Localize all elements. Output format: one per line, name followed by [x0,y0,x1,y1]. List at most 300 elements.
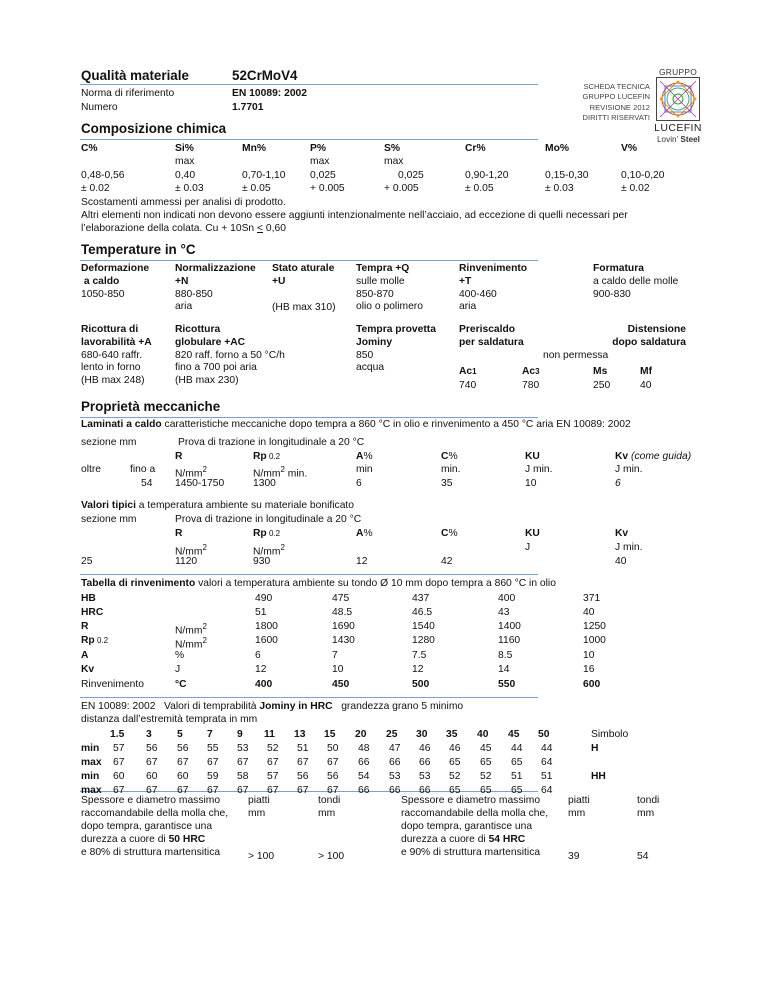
spring-l1: Spessore e diametro massimo [81,795,221,806]
piatti: piatti [248,795,270,806]
jominy-cell: 51 [511,771,523,782]
tempering-unit-text: N/mm [175,625,203,637]
jominy-line-1 [81,701,463,714]
tensile-label-2: Prova di trazione in longitudinale a 20 °C [175,514,362,525]
jominy-cell: 67 [327,785,339,796]
spring-tondi-1 [318,795,340,821]
tempering-label-text: R [81,621,89,632]
jominy-distance: 40 [477,729,489,740]
a-head-1 [356,451,373,464]
unit-a-1: min [356,464,373,475]
jominy-distance: 7 [207,729,213,740]
c: C [441,528,449,539]
jominy-cell: 64 [541,757,553,768]
jominy-cell: 67 [327,757,339,768]
divider [80,139,538,140]
tempering-cell: 46.5 [412,607,433,618]
spring-l4a: 50 HRC [168,833,206,845]
tempering-cell: 14 [498,664,510,675]
a-value-2: 12 [356,556,368,567]
jominy-quench [356,324,436,375]
jominy-distance: 50 [538,729,550,740]
tempering-cell: 43 [498,607,510,618]
tempering-unit [175,664,180,677]
tempering-cell: 450 [332,679,350,690]
tempering-cell: 500 [412,679,430,690]
rp: Rp [253,528,267,539]
c-value-2: 42 [441,556,453,567]
spring-r1: Spessore e diametro massimo [401,795,541,806]
a-pct: % [363,451,373,462]
a: A [356,451,364,462]
jominy-cell: 51 [297,743,309,754]
ms-label: Ms [593,366,608,377]
divider [80,574,538,575]
composition-l2-0: 0,48-0,56 [81,170,125,181]
temperatures-title: Temperature in °C [81,242,196,257]
jominy-cell: 50 [327,743,339,754]
spring-r2: raccomandabile della molla che, [401,807,549,819]
fino-value: 54 [141,478,153,489]
tempering-cell: 1280 [412,635,435,646]
sq: 2 [202,543,207,552]
tempra-3: 850-870 [356,288,394,300]
oltre: oltre [81,464,102,475]
jominy-distance: 1.5 [110,729,125,740]
mm: mm [637,807,655,819]
tempering-cell: 10 [332,664,344,675]
jominy-cell: 67 [146,757,158,768]
jom-3: 850 [356,349,374,361]
note3-text: l’elaborazione della colata. Cu + 10Sn [81,223,258,234]
rp-head-1 [253,451,280,464]
composition-l2-4: 0,025 [398,170,424,181]
logo-sub-a: Lovin [657,135,677,144]
a-value-1: 6 [356,478,362,489]
kv-head-2: Kv [615,528,629,539]
composition-l2-2: 0,70-1,10 [242,170,286,181]
mf-label: Mf [640,366,653,377]
norm-value: EN 10089: 2002 [232,88,307,99]
composition-el-2: Mn% [242,143,267,154]
jominy-cell: 67 [207,757,219,768]
divider [80,260,538,261]
tempering-row-label [81,635,108,648]
logo-text-3: REVISIONE 2012 [589,102,650,112]
tempering-label-text: Rinvenimento [81,679,144,690]
sq: 2 [280,465,285,474]
hot-rolled-bold: Laminati a caldo [81,419,162,430]
tempering-cell: 1250 [583,621,606,632]
tempering-cell: 12 [255,664,267,675]
logo-text-1: SCHEDA TECNICA [583,82,650,91]
spring-r5: e 90% di struttura martensitica [401,846,541,858]
unit-c-1: min. [441,464,461,475]
ku-head-1: KU [525,451,540,462]
jominy-distance: 25 [386,729,398,740]
kv: Kv [615,451,629,462]
section-label-1: sezione mm [81,437,137,448]
jominy-cell: 64 [541,785,553,796]
ric-1: Ricottura di [81,324,139,335]
jominy-cell: 67 [267,785,279,796]
composition-l1-3: max [310,156,330,167]
jominy-cell: 65 [449,785,461,796]
divider [80,697,538,698]
spring-l3: dopo tempra, garantisce una [81,820,213,832]
composition-note-1: Scostamenti ammessi per analisi di prodotto. [81,197,286,208]
sq: 2 [202,636,207,645]
composition-l3-4: + 0.005 [384,183,419,194]
tempering-table-bold: Tabella di rinvenimento [81,578,196,589]
spring-value-1: > 100 [248,851,275,862]
hot-rolled-line [81,419,631,432]
jominy-cell: 53 [237,743,249,754]
jominy-cell: 48 [358,743,370,754]
ric-2: lavorabilità +A [81,336,152,348]
rp-value-2: 930 [253,556,271,567]
deformation [81,263,149,301]
tempering-cell: 400 [255,679,273,690]
nmm: N/mm [175,546,203,558]
normalization [175,263,256,314]
rinv-4: aria [459,301,477,313]
unit-kv-1: J min. [615,464,643,475]
tempering-row-label [81,621,88,634]
jominy-cell: 46 [419,743,431,754]
divider [80,84,538,85]
rp-sub: 0.2 [94,636,109,645]
tondi: tondi [318,795,341,806]
composition-l1-4: max [384,156,404,167]
jominy-cell: 67 [237,757,249,768]
tempering-unit-text: % [175,650,185,661]
composition-l3-0: ± 0.02 [81,183,110,194]
tensile-label-1: Prova di trazione in longitudinale a 20 °C [178,437,365,448]
jominy-cell: 66 [358,785,370,796]
stato-2: +U [272,275,286,287]
a-pct: % [363,528,373,539]
jominy-row-label: max [81,757,102,768]
jominy-distance: 11 [264,729,275,740]
rinv-1: Rinvenimento [459,263,528,274]
unit-ku-1: J min. [525,464,553,475]
ricg-2: globulare +AC [175,336,246,348]
tempering-cell: 437 [412,593,430,604]
stress-relief [595,324,686,350]
jominy-distance: 15 [324,729,336,740]
quality-label: Qualità materiale [81,68,189,83]
tempering-label-text: Kv [81,664,95,675]
jominy-symbol: HH [591,771,606,782]
jominy-cell: 56 [146,743,158,754]
composition-l2-7: 0,10-0,20 [621,170,665,181]
jominy-cell: 67 [113,785,125,796]
norm-2: +N [175,275,189,287]
tempering-unit-text: °C [175,679,187,690]
logo-text [572,82,650,123]
c: C [441,451,449,462]
logo-brand-bottom: LUCEFIN [654,122,702,134]
spring-l5: e 80% di struttura martensitica [81,846,221,858]
ac1-value: 740 [459,380,477,391]
tempering-cell: 1690 [332,621,355,632]
jominy-cell: 56 [177,743,189,754]
spring-piatti-1 [248,795,270,821]
jominy-cell: 60 [113,771,125,782]
ricg-4: fino a 700 poi aria [175,362,257,374]
tempering-cell: 490 [255,593,273,604]
tempra-4: olio o polimero [356,301,423,313]
tempering-row-label [81,607,103,620]
tempering-cell: 40 [583,607,595,618]
jominy-t1: EN 10089: 2002 Valori di temprabilità [81,701,260,712]
typical-line [81,500,354,513]
rp-sub: 0.2 [266,452,281,461]
ac3-sub: 3 [535,367,540,376]
tempering-cell: 1540 [412,621,435,632]
tempering-cell: 550 [498,679,516,690]
jominy-t1-end: grandezza grano 5 minimo [332,701,464,712]
spring-value-3: 39 [568,851,580,862]
tempering-cell: 1400 [498,621,521,632]
tempering-row-label [81,593,96,606]
r-value-1: 1450-1750 [175,478,225,489]
fino: fino a [130,464,156,475]
tempering-cell: 10 [583,650,595,661]
logo-brand-top: GRUPPO [658,67,698,77]
pre-1: Preriscaldo [459,324,516,335]
hot-rolled-text: caratteristiche meccaniche dopo tempra a 860 °C in olio e rinvenimento a 450 °C aria EN 10089: 2002 [161,419,631,430]
jominy-cell: 67 [267,757,279,768]
tondi: tondi [637,795,660,806]
jominy-cell: 54 [358,771,370,782]
jominy-cell: 44 [541,743,553,754]
ac1: Ac [459,366,473,377]
stato-3: (HB max 310) [272,302,336,313]
ricg-3: 820 raff. forno a 50 °C/h [175,349,285,361]
tempra-2: sulle molle [356,275,405,287]
rp-value-1: 1300 [253,478,276,489]
tempering-label-text: Rp [81,635,95,646]
tempering-label-text: HB [81,593,96,604]
tempering-unit-text: J [175,664,181,675]
c-value-1: 35 [441,478,453,489]
jominy-distance: 13 [294,729,306,740]
ku-head-2: KU [525,528,540,539]
jominy-cell: 60 [146,771,158,782]
ms-value: 250 [593,380,611,391]
form-3: 900-830 [593,288,631,300]
composition-l2-6: 0,15-0,30 [545,170,589,181]
ac3: Ac [522,366,536,377]
jominy-cell: 66 [419,757,431,768]
spring-piatti-2 [568,795,590,821]
spring-right-text [401,795,548,860]
jominy-cell: 45 [480,743,492,754]
jominy-cell: 52 [267,743,279,754]
number-value: 1.7701 [232,102,264,113]
ricg-1: Ricottura [175,324,221,335]
jominy-cell: 52 [480,771,492,782]
c-pct: % [448,528,458,539]
def-3: 1050-850 [81,288,125,300]
jominy-line-2: distanza dall’estremità temprata in mm [81,714,258,725]
ac3-label [522,366,540,379]
jominy-cell: 57 [267,771,279,782]
tempering-cell: 1000 [583,635,606,646]
tempering-cell: 1160 [498,635,521,646]
tempering-cell: 1800 [255,621,278,632]
spheroidizing [175,324,285,388]
jominy-cell: 52 [449,771,461,782]
kv-value-1: 6 [615,478,621,489]
jominy-cell: 67 [297,757,309,768]
composition-l3-3: + 0.005 [310,183,345,194]
composition-el-4: S% [384,143,401,154]
tempering-table-line [81,578,556,591]
norm-label: Norma di riferimento [81,88,175,99]
jominy-distance: 3 [146,729,152,740]
jominy-cell: 60 [177,771,189,782]
jominy-cell: 65 [480,757,492,768]
jominy-cell: 67 [237,785,249,796]
spring-left-text [81,795,228,860]
jominy-row-label: min [81,771,100,782]
kv-value-2: 40 [615,556,627,567]
tempering-cell: 8.5 [498,650,513,661]
jominy-cell: 44 [511,743,523,754]
quench [356,263,423,314]
def-2: a caldo [81,275,120,287]
tempering-unit-text: N/mm [175,639,203,651]
jominy-cell: 59 [207,771,219,782]
jominy-distance: 30 [416,729,428,740]
ac1-label [459,366,477,379]
jominy-cell: 67 [113,757,125,768]
stato-1: Stato aturale [272,263,335,274]
jom-2: Jominy [356,336,393,348]
tempering-label-text: A [81,650,89,661]
logo-text-4: DIRITTI RISERVATI [582,112,650,122]
nmm-min: min. [284,468,308,480]
ac3-value: 780 [522,380,540,391]
logo-text-2: GRUPPO LUCEFIN [582,92,650,102]
composition-l3-6: ± 0.03 [545,183,574,194]
note3-le: < [257,223,264,234]
quality-value: 52CrMoV4 [232,68,298,83]
jominy-t1-bold: Jominy in HRC [259,701,333,712]
mechanical-title: Proprietà meccaniche [81,399,221,414]
composition-l1-1: max [175,156,195,167]
jom-4: acqua [356,362,385,374]
ku-value-1: 10 [525,478,537,489]
form-2: a caldo delle molle [593,275,679,287]
jominy-cell: 65 [511,785,523,796]
spring-value-2: > 100 [318,851,345,862]
nmm: N/mm [175,468,203,480]
composition-l2-1: 0,40 [175,170,196,181]
jominy-distance: 9 [237,729,243,740]
r-value-2: 1120 [175,556,198,567]
norm-4: aria [175,301,193,313]
ric-3: 680-640 raffr. [81,349,143,361]
composition-l2-3: 0,025 [310,170,336,181]
kv-head-1 [615,451,691,464]
rp-sub: 0.2 [266,529,281,538]
divider [80,417,538,418]
mm: mm [568,807,586,819]
tempering-table-text: valori a temperatura ambiente su tondo Ø 10 mm dopo tempra a 860 °C in olio [195,578,556,589]
tempering-cell: 371 [583,593,601,604]
mf-value: 40 [640,380,652,391]
ric-5: (HB max 248) [81,375,145,387]
not-allowed: non permessa [543,350,609,361]
norm-1: Normalizzazione [175,263,256,274]
tempering-label-text: HRC [81,607,104,618]
soft-annealing [81,324,152,388]
jom-1: Tempra provetta [356,324,436,335]
composition-l3-5: ± 0.05 [465,183,494,194]
jominy-cell: 53 [389,771,401,782]
composition-el-1: Si% [175,143,194,154]
norm-3: 880-850 [175,288,213,300]
jominy-cell: 51 [541,771,553,782]
tempra-1: Tempra +Q [356,263,410,274]
a-head-2 [356,528,373,541]
tempering-cell: 6 [255,650,261,661]
composition-l3-7: ± 0.02 [621,183,650,194]
jominy-cell: 47 [389,743,401,754]
jominy-cell: 66 [358,757,370,768]
tempering-cell: 7.5 [412,650,427,661]
kv-guide: (come guida) [628,451,692,462]
jominy-cell: 65 [449,757,461,768]
tempering-cell: 51 [255,607,267,618]
composition-l3-2: ± 0.05 [242,183,271,194]
jominy-distance: 45 [508,729,520,740]
tempering-cell: 1600 [255,635,278,646]
composition-note-3 [81,223,286,236]
composition-title: Composizione chimica [81,121,227,136]
jominy-cell: 66 [389,757,401,768]
tempering-row-label [81,679,144,692]
spring-r4a: 54 HRC [488,833,526,845]
jominy-cell: 67 [207,785,219,796]
sq: 2 [202,465,207,474]
tempering-cell: 16 [583,664,595,675]
jominy-symbol: H [591,743,599,754]
lucefin-logo-icon [656,77,700,121]
jominy-cell: 55 [207,743,219,754]
spring-value-4: 54 [637,851,649,862]
c-head-2 [441,528,458,541]
composition-el-3: P% [310,143,327,154]
tempering-row-label [81,650,88,663]
unit-kv-2: J min. [615,542,643,553]
composition-el-5: Cr% [465,143,486,154]
nmm: N/mm [253,546,281,558]
composition-el-0: C% [81,143,98,154]
dist-1: Distensione [627,324,686,335]
jominy-cell: 56 [327,771,339,782]
tempering-row-label [81,664,94,677]
jominy-cell: 67 [297,785,309,796]
jominy-cell: 66 [419,785,431,796]
tempering [459,263,527,314]
composition-el-7: V% [621,143,638,154]
form-1: Formatura [593,263,644,274]
